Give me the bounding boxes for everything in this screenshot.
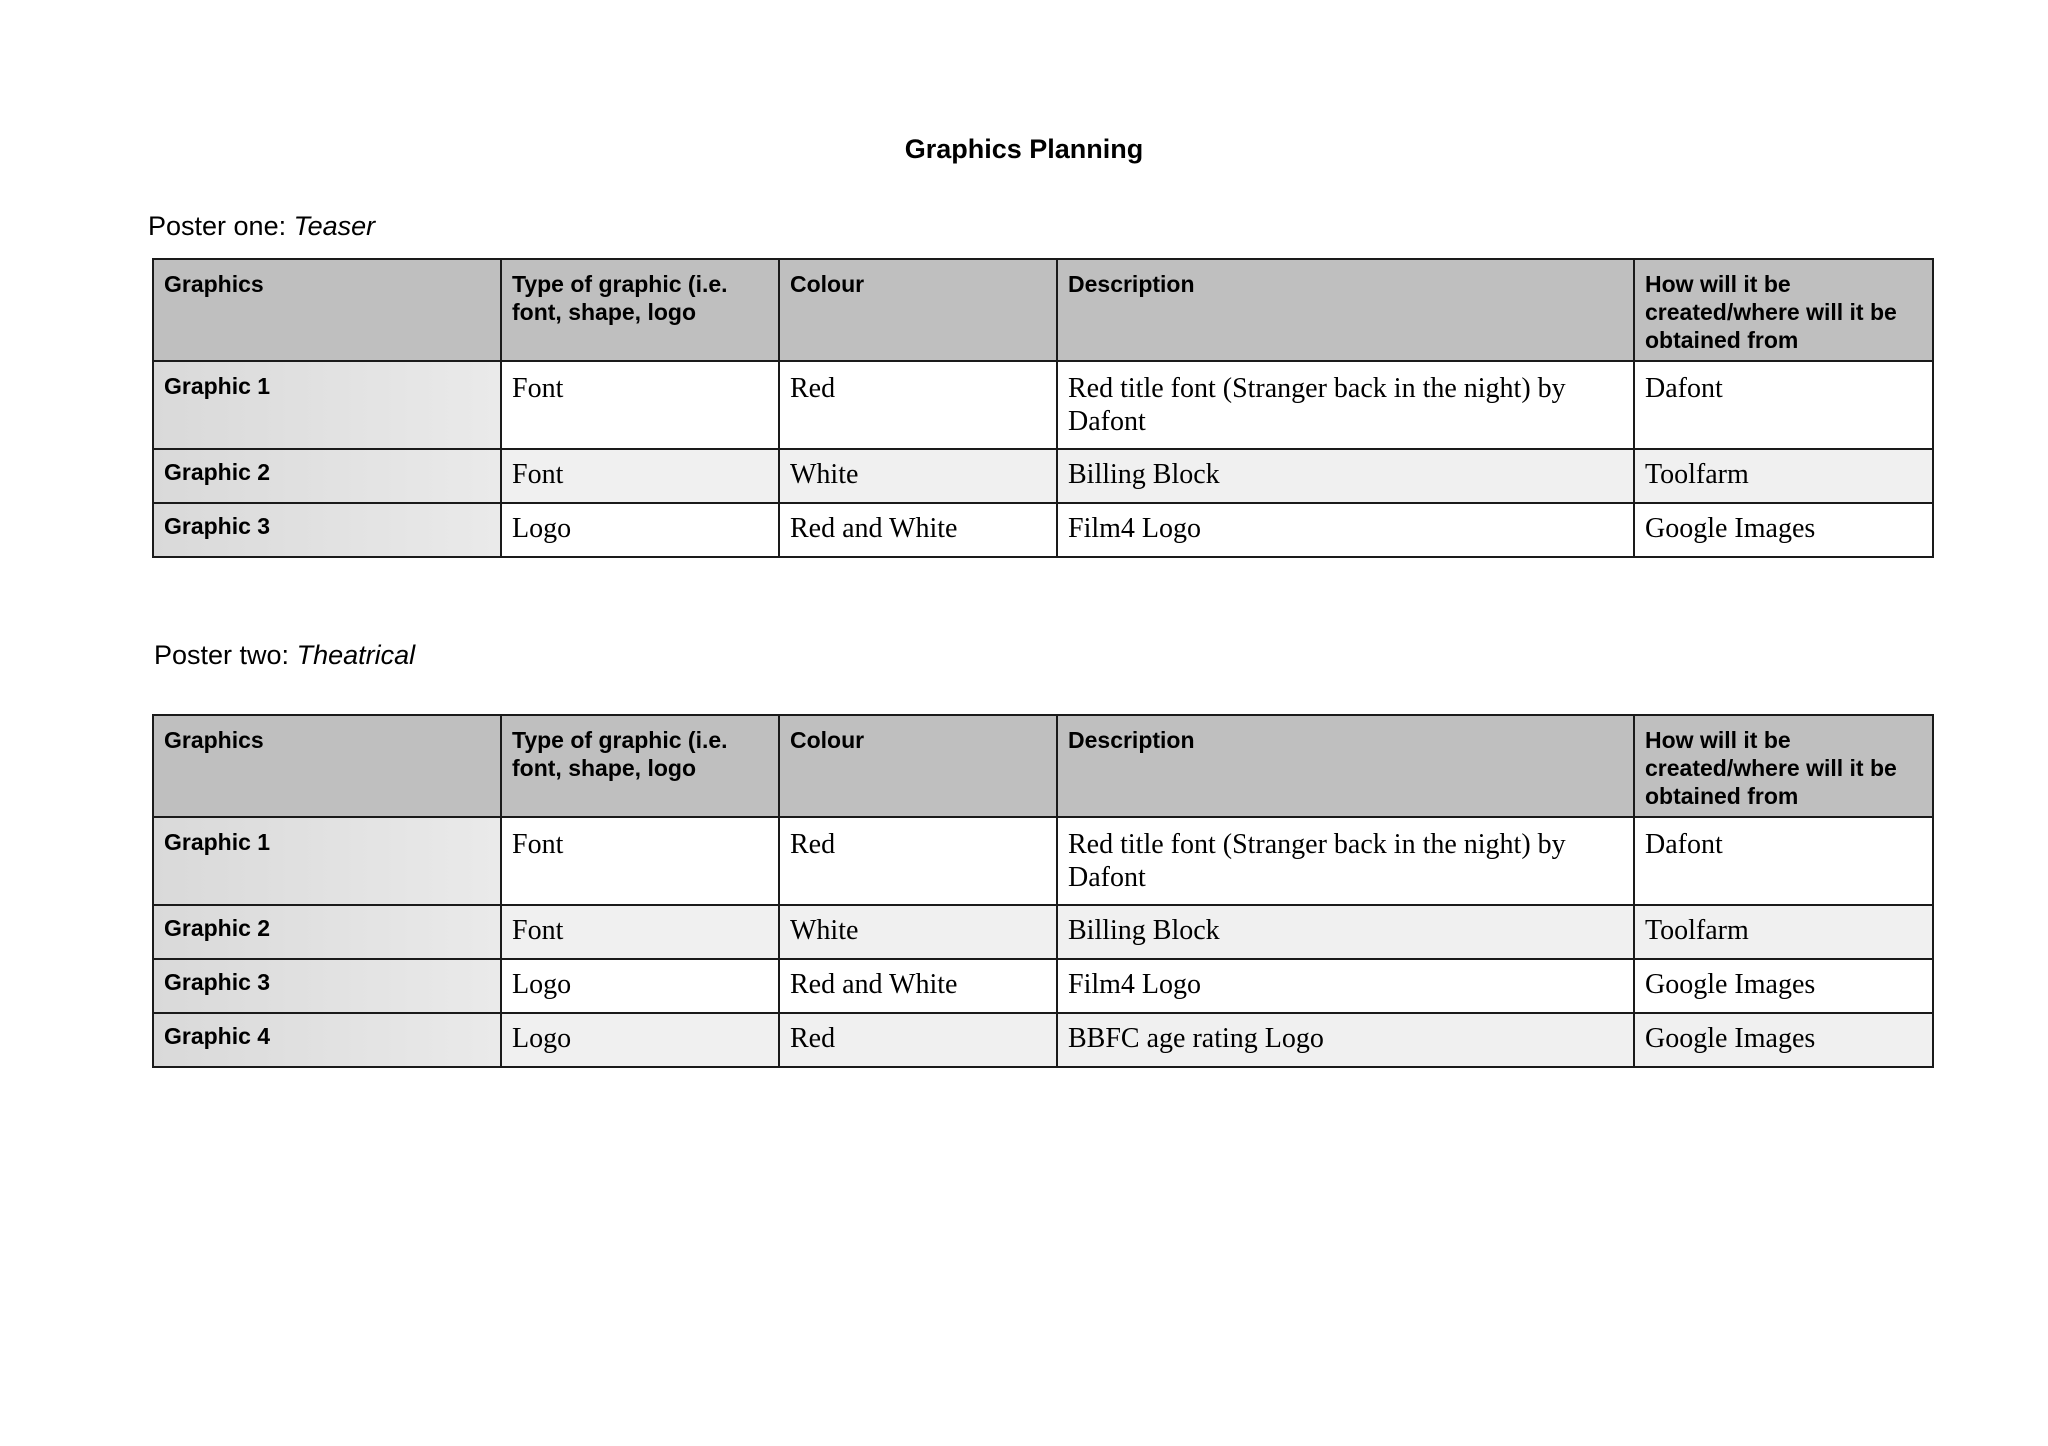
type-cell: Font	[501, 361, 779, 449]
table-header-row	[153, 259, 1933, 361]
column-header-source: How will it be created/where will it be obtained from	[1634, 715, 1933, 817]
table-row	[153, 503, 1933, 557]
type-cell: Font	[501, 449, 779, 503]
section-heading-subtitle: Theatrical	[296, 640, 416, 670]
section-heading-prefix: Poster two:	[154, 640, 290, 670]
column-header-type: Type of graphic (i.e. font, shape, logo	[501, 259, 779, 361]
row-label: Graphic 1	[153, 817, 501, 905]
source-cell: Google Images	[1634, 1013, 1933, 1067]
colour-cell: Red	[779, 1013, 1057, 1067]
column-header-graphics: Graphics	[153, 715, 501, 817]
colour-cell: Red	[779, 817, 1057, 905]
colour-cell: Red	[779, 361, 1057, 449]
graphics-table-poster-one	[152, 258, 1934, 558]
description-cell: Billing Block	[1057, 905, 1634, 959]
description-cell: Film4 Logo	[1057, 959, 1634, 1013]
column-header-colour: Colour	[779, 715, 1057, 817]
type-cell: Logo	[501, 959, 779, 1013]
table-row	[153, 361, 1933, 449]
section-heading-prefix: Poster one:	[148, 211, 287, 241]
column-header-type: Type of graphic (i.e. font, shape, logo	[501, 715, 779, 817]
type-cell: Font	[501, 905, 779, 959]
table-row	[153, 959, 1933, 1013]
description-cell: Red title font (Stranger back in the night) by Dafont	[1057, 817, 1634, 905]
type-cell: Font	[501, 817, 779, 905]
description-cell: Red title font (Stranger back in the night) by Dafont	[1057, 361, 1634, 449]
graphics-table-poster-two	[152, 714, 1934, 1068]
source-cell: Toolfarm	[1634, 905, 1933, 959]
source-cell: Google Images	[1634, 503, 1933, 557]
source-cell: Dafont	[1634, 817, 1933, 905]
colour-cell: Red and White	[779, 503, 1057, 557]
column-header-description: Description	[1057, 715, 1634, 817]
table-row	[153, 817, 1933, 905]
section-heading-subtitle: Teaser	[293, 211, 376, 241]
source-cell: Google Images	[1634, 959, 1933, 1013]
column-header-graphics: Graphics	[153, 259, 501, 361]
row-label: Graphic 2	[153, 449, 501, 503]
type-cell: Logo	[501, 503, 779, 557]
colour-cell: Red and White	[779, 959, 1057, 1013]
colour-cell: White	[779, 905, 1057, 959]
column-header-description: Description	[1057, 259, 1634, 361]
table-header-row	[153, 715, 1933, 817]
row-label: Graphic 4	[153, 1013, 501, 1067]
description-cell: BBFC age rating Logo	[1057, 1013, 1634, 1067]
source-cell: Toolfarm	[1634, 449, 1933, 503]
source-cell: Dafont	[1634, 361, 1933, 449]
table-row	[153, 905, 1933, 959]
row-label: Graphic 3	[153, 959, 501, 1013]
colour-cell: White	[779, 449, 1057, 503]
type-cell: Logo	[501, 1013, 779, 1067]
row-label: Graphic 1	[153, 361, 501, 449]
section-heading-poster-one	[148, 211, 375, 242]
description-cell: Billing Block	[1057, 449, 1634, 503]
column-header-source: How will it be created/where will it be obtained from	[1634, 259, 1933, 361]
table-row	[153, 449, 1933, 503]
column-header-colour: Colour	[779, 259, 1057, 361]
page-title: Graphics Planning	[904, 134, 1144, 164]
section-heading-poster-two	[154, 640, 415, 671]
row-label: Graphic 3	[153, 503, 501, 557]
table-row	[153, 1013, 1933, 1067]
description-cell: Film4 Logo	[1057, 503, 1634, 557]
row-label: Graphic 2	[153, 905, 501, 959]
